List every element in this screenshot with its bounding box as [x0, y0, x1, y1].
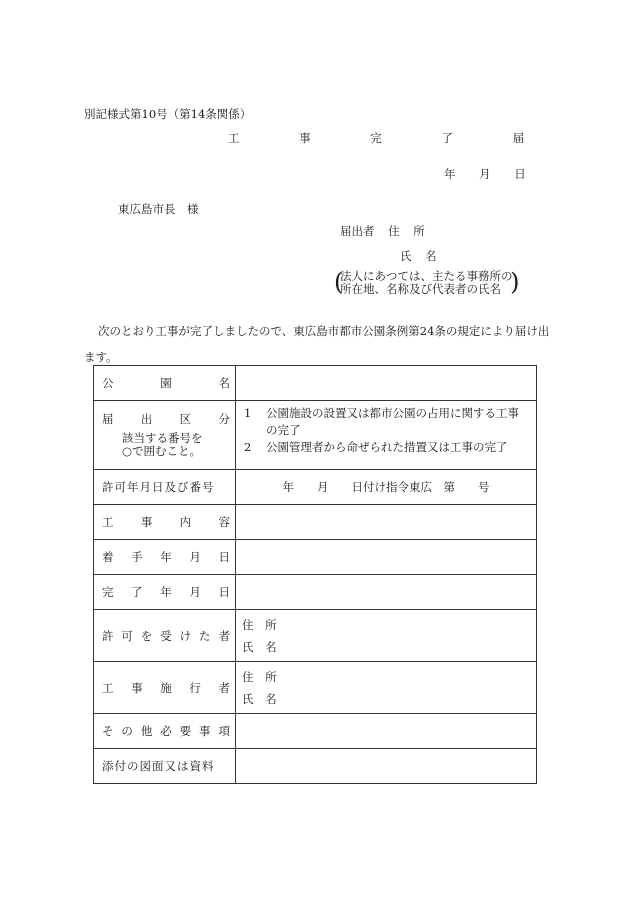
- label-char: 日: [218, 585, 230, 599]
- permittee-label: [94, 610, 236, 662]
- label-char: 工: [102, 515, 114, 529]
- corporation-note-line2: 所在地、名称及び代表者の氏名: [340, 282, 501, 296]
- label-char: 届: [102, 412, 114, 426]
- label-char: 月: [189, 550, 201, 564]
- other-input[interactable]: [236, 714, 537, 749]
- applicant-address-label: 届出者 住 所: [340, 224, 425, 238]
- label-char: 出: [140, 412, 153, 426]
- permit-value[interactable]: 年 月 日付け指令東広 第 号: [236, 470, 537, 505]
- label-char: た: [199, 628, 211, 643]
- label-char: 園: [160, 376, 172, 390]
- label-char: 容: [218, 515, 230, 529]
- permittee-name-label: 氏 名: [242, 639, 277, 654]
- label-char: 分: [218, 412, 230, 426]
- label-char: そ: [102, 724, 114, 738]
- contractor-address-label: 住 所: [242, 669, 277, 684]
- label-char: 月: [189, 585, 201, 599]
- work-content-input[interactable]: [236, 505, 537, 540]
- label-char: 受: [160, 628, 172, 643]
- label-char: 公: [102, 376, 114, 390]
- category-note-line1: 該当する番号を: [122, 431, 203, 445]
- permittee-fields[interactable]: [236, 610, 537, 662]
- label-char: 事: [199, 724, 211, 738]
- table-row: [94, 470, 537, 505]
- contractor-label: [94, 662, 236, 714]
- park-name-input[interactable]: [236, 366, 537, 401]
- applicant-name-label: 氏 名: [400, 249, 437, 263]
- label-char: 要: [179, 724, 192, 738]
- label-char: 着: [102, 550, 114, 564]
- label-char: 許: [102, 628, 114, 643]
- category-label: [94, 401, 236, 470]
- category-option-2[interactable]: [244, 439, 530, 456]
- date-line: 年 月 日: [444, 167, 526, 181]
- label-char: 了: [131, 585, 143, 599]
- document-title: 工 事 完 了 届: [228, 131, 553, 145]
- notification-table: [93, 365, 537, 784]
- addressee: 東広島市長 様: [118, 202, 199, 216]
- permittee-address-label: 住 所: [242, 617, 277, 632]
- option-text: 公園管理者から命ぜられた措置又は工事の完了: [266, 440, 508, 454]
- attachments-label: 添付の図面又は資料: [94, 749, 236, 784]
- other-label: [94, 714, 236, 749]
- label-char: 内: [179, 515, 192, 529]
- label-char: 事: [131, 680, 143, 695]
- table-row: [94, 575, 537, 610]
- label-char: 区: [179, 412, 192, 426]
- label-char: 可: [121, 628, 133, 643]
- option-number: 1: [244, 406, 252, 420]
- table-row: [94, 749, 537, 784]
- corporation-note: ( 法人にあつては、主たる事務所の 所在地、名称及び代表者の氏名 ): [334, 268, 520, 296]
- table-row: [94, 662, 537, 714]
- table-row: [94, 610, 537, 662]
- label-char: 者: [218, 628, 230, 643]
- label-char: 施: [160, 680, 172, 695]
- completion-date-label: [94, 575, 236, 610]
- label-char: 必: [160, 724, 172, 738]
- table-row: [94, 401, 537, 470]
- table-row: [94, 505, 537, 540]
- category-option-1[interactable]: [244, 405, 530, 439]
- contractor-fields[interactable]: [236, 662, 537, 714]
- label-char: 者: [218, 680, 230, 695]
- intro-text: 次のとおり工事が完了しましたので、東広島市都市公園条例第24条の規定により届け出ます。: [84, 324, 550, 364]
- label-char: 年: [160, 550, 172, 564]
- label-char: 工: [102, 680, 114, 695]
- category-options: [236, 401, 537, 470]
- label-char: 日: [218, 550, 230, 564]
- work-content-label: [94, 505, 236, 540]
- label-char: 手: [131, 550, 143, 564]
- category-note-line2: ○で囲むこと。: [122, 444, 202, 458]
- label-char: の: [121, 724, 133, 738]
- table-row: [94, 714, 537, 749]
- corporation-note-line1: 法人にあつては、主たる事務所の: [340, 269, 513, 283]
- label-char: 項: [218, 724, 230, 738]
- option-number: 2: [244, 440, 252, 454]
- table-row: [94, 540, 537, 575]
- park-name-label: [94, 366, 236, 401]
- attachments-input[interactable]: [236, 749, 537, 784]
- completion-date-input[interactable]: [236, 575, 537, 610]
- form-number: 別記様式第10号（第14条関係）: [84, 107, 252, 121]
- label-char: 事: [140, 515, 153, 529]
- permit-label: 許可年月日及び番号: [94, 470, 236, 505]
- label-char: を: [140, 628, 153, 643]
- label-char: 行: [189, 680, 201, 695]
- label-char: け: [179, 628, 192, 643]
- start-date-input[interactable]: [236, 540, 537, 575]
- option-text: 公園施設の設置又は都市公園の占用に関する工事の完了: [266, 406, 519, 437]
- label-char: 完: [102, 585, 114, 599]
- label-char: 年: [160, 585, 172, 599]
- contractor-name-label: 氏 名: [242, 691, 277, 706]
- table-row: [94, 366, 537, 401]
- start-date-label: [94, 540, 236, 575]
- label-char: 他: [140, 724, 153, 738]
- label-char: 名: [218, 376, 230, 390]
